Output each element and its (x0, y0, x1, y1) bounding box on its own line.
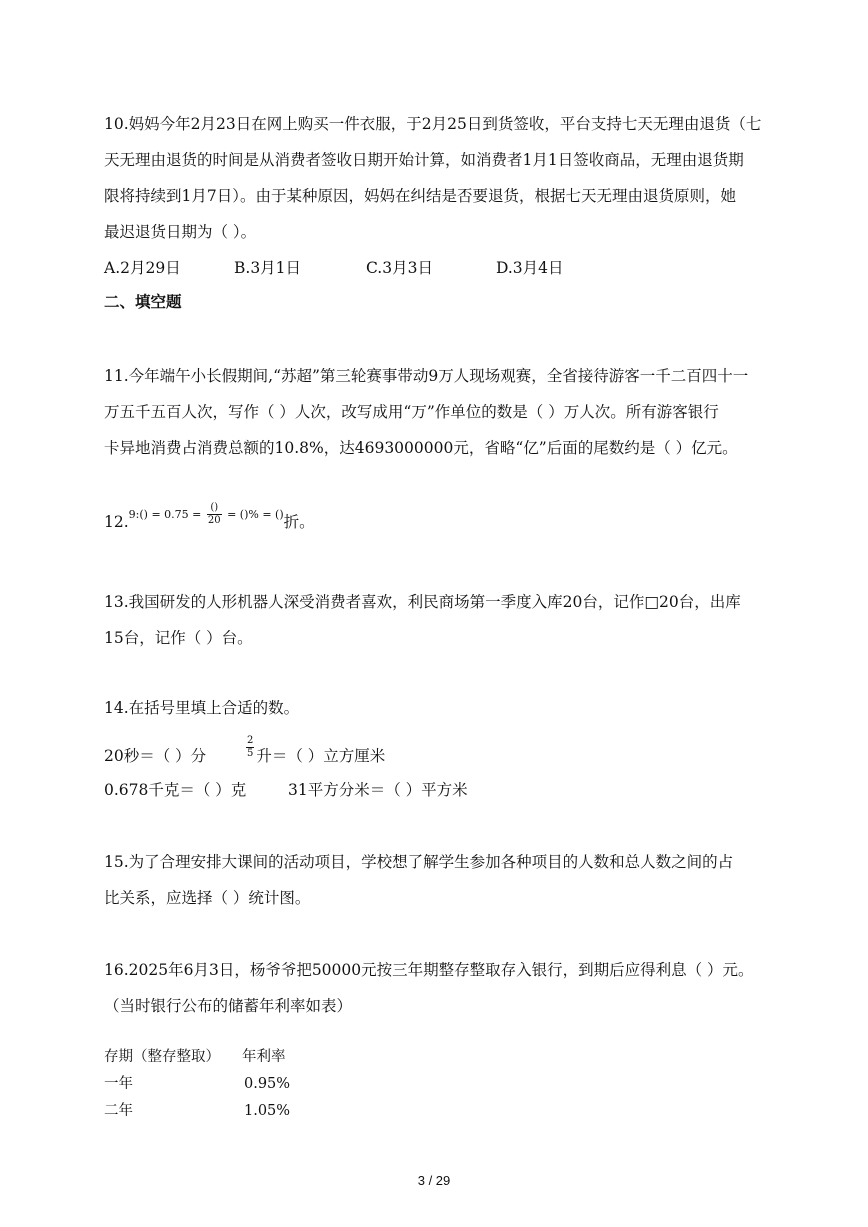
question-10-options (104, 250, 776, 286)
q14-fraction-denominator: 5 (247, 747, 254, 759)
question-16 (104, 952, 776, 1024)
table-cell-term: 一年 (104, 1076, 133, 1092)
option-d: D.3月4日 (496, 259, 564, 277)
q14-item-1: 20秒＝（ ）分 (104, 747, 207, 765)
question-14-title-text: 14.在括号里填上合适的数。 (104, 699, 300, 717)
question-10-line-2: 天无理由退货的时间是从消费者签收日期开始计算，如消费者1月1日签收商品，无理由退货期 (104, 151, 744, 169)
question-12-number: 12. (104, 513, 129, 531)
option-a: A.2月29日 (104, 259, 181, 277)
question-15-line-2: 比关系，应选择（ ）统计图。 (104, 889, 311, 907)
question-11-line-2: 万五千五百人次，写作（ ）人次，改写成用“万”作单位的数是（ ）万人次。所有游客银行 (104, 403, 719, 421)
question-12 (104, 501, 776, 542)
table-header-row (104, 1044, 504, 1071)
option-c: C.3月3日 (366, 259, 433, 277)
question-16-line-1: 16.2025年6月3日，杨爷爷把50000元按三年期整存整取存入银行，到期后应得利息（ ）元。 (104, 961, 754, 979)
question-13-line-1: 13.我国研发的人形机器人深受消费者喜欢，利民商场第一季度入库20台，记作□20台，出库 (104, 593, 741, 611)
q14-item-4: 31平方分米＝（ ）平方米 (288, 781, 468, 799)
question-11-line-1: 11.今年端午小长假期间,“苏超”第三轮赛事带动9万人现场观赛，全省接待游客一千二百四十一 (104, 367, 749, 385)
question-16-line-2: （当时银行公布的储蓄年利率如表） (104, 997, 353, 1015)
question-15 (104, 844, 776, 916)
question-13-line-2: 15台，记作（ ）台。 (104, 629, 253, 647)
question-10-line-1: 10.妈妈今年2月23日在网上购买一件衣服，于2月25日到货签收，平台支持七天无理由退货（七 (104, 115, 762, 133)
equation-part-1: 9:() = 0.75 = (128, 508, 205, 521)
question-11 (104, 358, 776, 466)
question-14-row-1 (104, 734, 776, 774)
question-10 (104, 106, 776, 250)
interest-rate-table (104, 1044, 504, 1125)
equation-suffix: 折。 (283, 513, 315, 531)
option-b: B.3月1日 (234, 259, 302, 277)
equation-part-2: = ()% = () (223, 508, 284, 521)
q14-item-2-fraction (246, 735, 254, 760)
question-14-row-2 (104, 772, 776, 808)
question-15-line-1: 15.为了合理安排大课间的活动项目，学校想了解学生参加各种项目的人数和总人数之间的占 (104, 853, 734, 871)
section-heading-text: 二、填空题 (104, 292, 182, 311)
q14-fraction-numerator: 2 (247, 734, 254, 746)
table-header-rate: 年利率 (242, 1049, 286, 1065)
question-10-line-4: 最迟退货日期为（ ）。 (104, 223, 257, 241)
table-row (104, 1098, 504, 1125)
question-13 (104, 584, 776, 656)
question-10-line-3: 限将持续到1月7日）。由于某种原因，妈妈在纠结是否要退货，根据七天无理由退货原则，她 (104, 187, 736, 205)
question-14-title (104, 690, 776, 726)
question-12-line (104, 501, 776, 542)
fraction-numerator: () (207, 502, 222, 515)
table-cell-rate: 0.95% (244, 1076, 291, 1092)
q14-item-2 (244, 734, 386, 774)
page-number: 3 / 29 (417, 1173, 451, 1188)
section-heading (104, 284, 776, 320)
question-11-line-3: 卡异地消费占消费总额的10.8%，达4693000000元，省略“亿”后面的尾数约是（ ）亿元。 (104, 439, 738, 457)
q14-item-2-text: 升＝（ ）立方厘米 (256, 747, 386, 765)
equation-fraction (207, 502, 222, 527)
q14-item-3: 0.678千克＝（ ）克 (104, 781, 247, 799)
table-cell-term: 二年 (104, 1103, 133, 1119)
table-cell-rate: 1.05% (244, 1103, 291, 1119)
table-header-term: 存期（整存整取） (104, 1049, 220, 1065)
fraction-denominator: 20 (207, 514, 221, 526)
table-row (104, 1071, 504, 1098)
